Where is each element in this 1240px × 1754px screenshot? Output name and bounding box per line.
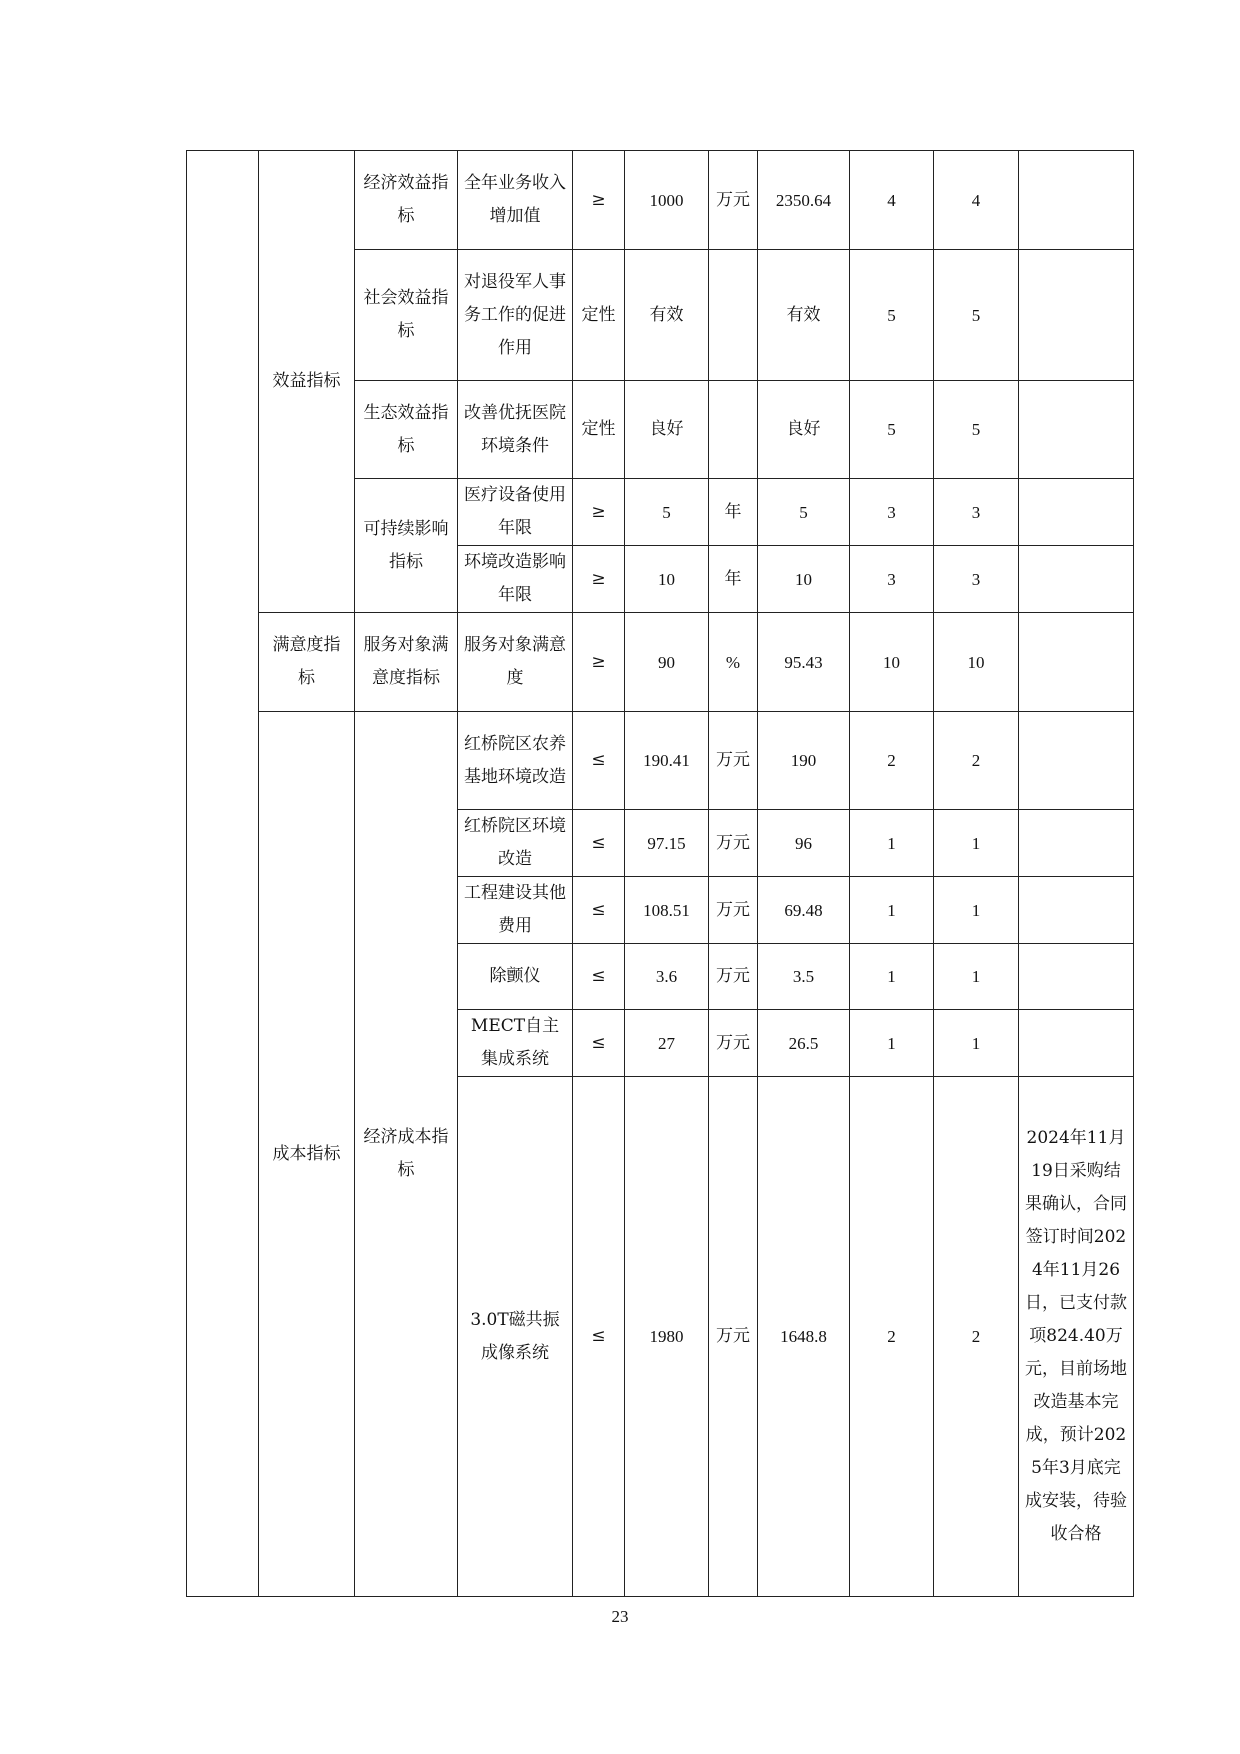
score-cell: 1 bbox=[934, 1010, 1019, 1077]
target-cell: 有效 bbox=[625, 250, 709, 381]
weight-cell: 4 bbox=[850, 151, 934, 250]
unit-cell: 万元 bbox=[709, 944, 758, 1010]
indicator-cell: 环境改造影响年限 bbox=[458, 546, 573, 613]
indicator-cell: 改善优抚医院环境条件 bbox=[458, 381, 573, 479]
indicator-cell: 3.0T磁共振成像系统 bbox=[458, 1077, 573, 1597]
operator-cell: ≥ bbox=[573, 479, 625, 546]
note-cell bbox=[1019, 613, 1134, 712]
score-cell: 1 bbox=[934, 810, 1019, 877]
indicator-cell: 除颤仪 bbox=[458, 944, 573, 1010]
target-cell: 108.51 bbox=[625, 877, 709, 944]
unit-cell: 万元 bbox=[709, 151, 758, 250]
weight-cell: 10 bbox=[850, 613, 934, 712]
category-cell: 成本指标 bbox=[259, 712, 355, 1597]
indicator-cell: 全年业务收入增加值 bbox=[458, 151, 573, 250]
indicator-cell: 红桥院区环境改造 bbox=[458, 810, 573, 877]
indicator-cell: 工程建设其他费用 bbox=[458, 877, 573, 944]
note-cell bbox=[1019, 250, 1134, 381]
indicator-cell: 红桥院区农养基地环境改造 bbox=[458, 712, 573, 810]
operator-cell: ≥ bbox=[573, 613, 625, 712]
score-cell: 10 bbox=[934, 613, 1019, 712]
weight-cell: 3 bbox=[850, 546, 934, 613]
target-cell: 10 bbox=[625, 546, 709, 613]
score-cell: 3 bbox=[934, 546, 1019, 613]
actual-cell: 10 bbox=[758, 546, 850, 613]
actual-cell: 26.5 bbox=[758, 1010, 850, 1077]
score-cell: 4 bbox=[934, 151, 1019, 250]
unit-cell: 年 bbox=[709, 479, 758, 546]
category-cell: 效益指标 bbox=[259, 151, 355, 613]
weight-cell: 3 bbox=[850, 479, 934, 546]
table-row bbox=[187, 151, 1134, 250]
note-cell bbox=[1019, 944, 1134, 1010]
indicator-cell: 医疗设备使用年限 bbox=[458, 479, 573, 546]
weight-cell: 2 bbox=[850, 1077, 934, 1597]
actual-cell: 良好 bbox=[758, 381, 850, 479]
weight-cell: 1 bbox=[850, 810, 934, 877]
operator-cell: ≤ bbox=[573, 1010, 625, 1077]
actual-cell: 69.48 bbox=[758, 877, 850, 944]
unit-cell: 万元 bbox=[709, 810, 758, 877]
indicator-cell: 服务对象满意度 bbox=[458, 613, 573, 712]
target-cell: 5 bbox=[625, 479, 709, 546]
target-cell: 190.41 bbox=[625, 712, 709, 810]
level1-indicator-cell bbox=[187, 151, 259, 1597]
target-cell: 27 bbox=[625, 1010, 709, 1077]
operator-cell: ≤ bbox=[573, 877, 625, 944]
operator-cell: 定性 bbox=[573, 381, 625, 479]
unit-cell: 万元 bbox=[709, 1077, 758, 1597]
subcategory-cell: 服务对象满意度指标 bbox=[355, 613, 458, 712]
note-cell bbox=[1019, 381, 1134, 479]
note-cell bbox=[1019, 479, 1134, 546]
score-cell: 1 bbox=[934, 877, 1019, 944]
operator-cell: ≤ bbox=[573, 1077, 625, 1597]
weight-cell: 1 bbox=[850, 877, 934, 944]
weight-cell: 5 bbox=[850, 381, 934, 479]
unit-cell: % bbox=[709, 613, 758, 712]
note-cell bbox=[1019, 151, 1134, 250]
target-cell: 1000 bbox=[625, 151, 709, 250]
weight-cell: 1 bbox=[850, 1010, 934, 1077]
actual-cell: 2350.64 bbox=[758, 151, 850, 250]
page-number: 23 bbox=[611, 1607, 629, 1626]
note-cell bbox=[1019, 810, 1134, 877]
operator-cell: ≤ bbox=[573, 712, 625, 810]
unit-cell bbox=[709, 250, 758, 381]
actual-cell: 95.43 bbox=[758, 613, 850, 712]
actual-cell: 有效 bbox=[758, 250, 850, 381]
score-cell: 2 bbox=[934, 1077, 1019, 1597]
note-cell bbox=[1019, 546, 1134, 613]
operator-cell: ≥ bbox=[573, 546, 625, 613]
weight-cell: 2 bbox=[850, 712, 934, 810]
actual-cell: 3.5 bbox=[758, 944, 850, 1010]
operator-cell: ≤ bbox=[573, 810, 625, 877]
subcategory-cell: 经济成本指标 bbox=[355, 712, 458, 1597]
target-cell: 3.6 bbox=[625, 944, 709, 1010]
indicator-cell: MECT自主集成系统 bbox=[458, 1010, 573, 1077]
unit-cell: 年 bbox=[709, 546, 758, 613]
target-cell: 良好 bbox=[625, 381, 709, 479]
actual-cell: 5 bbox=[758, 479, 850, 546]
target-cell: 97.15 bbox=[625, 810, 709, 877]
subcategory-cell: 可持续影响指标 bbox=[355, 479, 458, 613]
target-cell: 1980 bbox=[625, 1077, 709, 1597]
weight-cell: 1 bbox=[850, 944, 934, 1010]
category-cell: 满意度指标 bbox=[259, 613, 355, 712]
note-cell bbox=[1019, 1010, 1134, 1077]
table-row bbox=[187, 613, 1134, 712]
note-cell bbox=[1019, 877, 1134, 944]
score-cell: 2 bbox=[934, 712, 1019, 810]
actual-cell: 96 bbox=[758, 810, 850, 877]
score-cell: 3 bbox=[934, 479, 1019, 546]
actual-cell: 1648.8 bbox=[758, 1077, 850, 1597]
subcategory-cell: 社会效益指标 bbox=[355, 250, 458, 381]
weight-cell: 5 bbox=[850, 250, 934, 381]
target-cell: 90 bbox=[625, 613, 709, 712]
actual-cell: 190 bbox=[758, 712, 850, 810]
unit-cell: 万元 bbox=[709, 1010, 758, 1077]
unit-cell: 万元 bbox=[709, 877, 758, 944]
operator-cell: 定性 bbox=[573, 250, 625, 381]
operator-cell: ≥ bbox=[573, 151, 625, 250]
note-cell: 2024年11月19日采购结果确认，合同签订时间2024年11月26日，已支付款项824.40万元，目前场地改造基本完成，预计2025年3月底完成安装，待验收合格 bbox=[1019, 1077, 1134, 1597]
subcategory-cell: 生态效益指标 bbox=[355, 381, 458, 479]
score-cell: 5 bbox=[934, 250, 1019, 381]
note-cell bbox=[1019, 712, 1134, 810]
unit-cell bbox=[709, 381, 758, 479]
subcategory-cell: 经济效益指标 bbox=[355, 151, 458, 250]
score-cell: 1 bbox=[934, 944, 1019, 1010]
performance-indicator-table bbox=[186, 150, 1134, 1597]
operator-cell: ≤ bbox=[573, 944, 625, 1010]
table-row bbox=[187, 712, 1134, 810]
indicator-cell: 对退役军人事务工作的促进作用 bbox=[458, 250, 573, 381]
unit-cell: 万元 bbox=[709, 712, 758, 810]
score-cell: 5 bbox=[934, 381, 1019, 479]
